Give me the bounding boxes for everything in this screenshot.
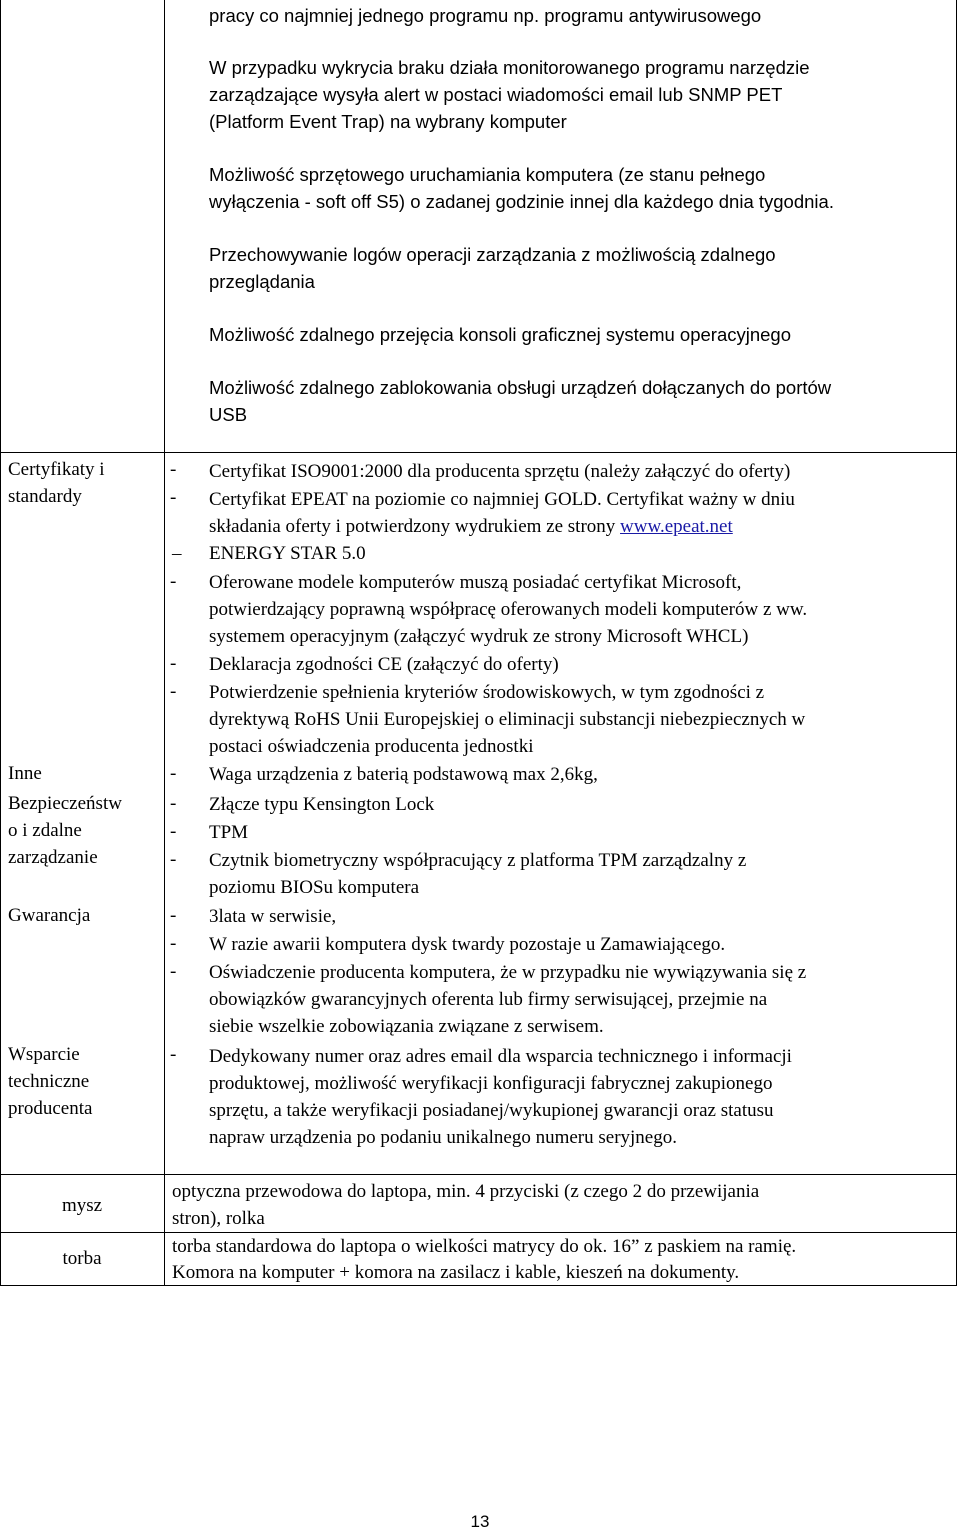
row-label: Gwarancja (8, 905, 91, 926)
text-line: sprzętu, a także weryfikacji posiadanej/wykupionej gwarancji oraz statusu (209, 1100, 774, 1121)
text-line (209, 513, 733, 540)
row-label: o i zdalne (8, 820, 82, 841)
row-label: Inne (8, 763, 42, 784)
text-line: Możliwość zdalnego przejęcia konsoli graficznej systemu operacyjnego (209, 324, 792, 345)
text-line: Deklaracja zgodności CE (załączyć do oferty) (209, 654, 559, 675)
text-line: Dedykowany numer oraz adres email dla wsparcia technicznego i informacji (209, 1046, 792, 1067)
bullet-dash: - (170, 681, 177, 702)
text-line: 3lata w serwisie, (209, 906, 337, 927)
row-divider (0, 452, 957, 453)
text-line: TPM (209, 822, 249, 843)
table-border-right (956, 0, 957, 1286)
bullet-dash: - (170, 571, 177, 592)
bullet-dash: - (170, 653, 177, 674)
row-divider (0, 1174, 957, 1175)
bullet-dash: – (172, 543, 182, 564)
text-line: Waga urządzenia z baterią podstawową max 2,6kg, (209, 764, 598, 785)
text-line: przeglądania (209, 271, 315, 292)
text-line: poziomu BIOSu komputera (209, 877, 420, 898)
bullet-dash: - (170, 961, 177, 982)
epeat-link[interactable]: www.epeat.net (620, 516, 733, 537)
text-line: Certyfikat EPEAT na poziomie co najmniej GOLD. Certyfikat ważny w dniu (209, 489, 795, 510)
text-line: Certyfikat ISO9001:2000 dla producenta sprzętu (należy załączyć do oferty) (209, 461, 791, 482)
text-line: (Platform Event Trap) na wybrany komputer (209, 111, 567, 132)
text-line: optyczna przewodowa do laptopa, min. 4 przyciski (z czego 2 do przewijania (172, 1181, 760, 1202)
row-label: techniczne (8, 1071, 90, 1092)
text-line: Możliwość sprzętowego uruchamiania komputera (ze stanu pełnego (209, 164, 766, 185)
text-line: Komora na komputer + komora na zasilacz i kable, kieszeń na dokumenty. (172, 1262, 740, 1283)
text-line: postaci oświadczenia producenta jednostki (209, 736, 534, 757)
text-line: Oferowane modele komputerów muszą posiadać certyfikat Microsoft, (209, 572, 742, 593)
row-label: standardy (8, 486, 82, 507)
text-line: wyłączenia - soft off S5) o zadanej godzinie innej dla każdego dnia tygodnia. (209, 191, 834, 212)
bullet-dash: - (170, 933, 177, 954)
text-line: torba standardowa do laptopa o wielkości matrycy do ok. 16” z paskiem na ramię. (172, 1236, 797, 1257)
row-label: torba (62, 1248, 102, 1269)
text-line: siebie wszelkie zobowiązania związane z serwisem. (209, 1016, 604, 1037)
bullet-dash: - (170, 905, 177, 926)
text-line: Możliwość zdalnego zablokowania obsługi urządzeń dołączanych do portów (209, 377, 832, 398)
table-border-middle (164, 0, 165, 1286)
bullet-dash: - (170, 849, 177, 870)
bullet-dash: - (170, 487, 177, 508)
text-line: potwierdzający poprawną współpracę oferowanych modeli komputerów z ww. (209, 599, 808, 620)
text-line: W przypadku wykrycia braku działa monitorowanego programu narzędzie (209, 57, 810, 78)
text-line: W razie awarii komputera dysk twardy pozostaje u Zamawiającego. (209, 934, 726, 955)
text-line: pracy co najmniej jednego programu np. programu antywirusowego (209, 5, 762, 26)
row-label: Wsparcie (8, 1044, 80, 1065)
text-line: zarządzające wysyła alert w postaci wiadomości email lub SNMP PET (209, 84, 783, 105)
text-line: stron), rolka (172, 1208, 265, 1229)
row-label: mysz (61, 1195, 103, 1216)
text-line: napraw urządzenia po podaniu unikalnego numeru seryjnego. (209, 1127, 677, 1148)
text-line: dyrektywą RoHS Unii Europejskiej o eliminacji substancji niebezpiecznych w (209, 709, 806, 730)
text-line: Złącze typu Kensington Lock (209, 794, 435, 815)
bullet-dash: - (170, 1044, 177, 1065)
text-line: ENERGY STAR 5.0 (209, 543, 366, 564)
bullet-dash: - (170, 459, 177, 480)
row-label: Bezpieczeństw (8, 793, 122, 814)
text-line: Oświadczenie producenta komputera, że w przypadku nie wywiązywania się z (209, 962, 807, 983)
bullet-dash: - (170, 821, 177, 842)
text-line: systemem operacyjnym (załączyć wydruk ze strony Microsoft WHCL) (209, 626, 749, 647)
text-line: produktowej, możliwość weryfikacji konfiguracji fabrycznej zakupionego (209, 1073, 773, 1094)
bullet-dash: - (170, 793, 177, 814)
bullet-dash: - (170, 763, 177, 784)
row-label: producenta (8, 1098, 93, 1119)
table-border-left (0, 0, 1, 1286)
text-line: Przechowywanie logów operacji zarządzania z możliwością zdalnego (209, 244, 776, 265)
text-line: USB (209, 404, 248, 425)
row-label: zarządzanie (8, 847, 98, 868)
text-line: Potwierdzenie spełnienia kryteriów środowiskowych, w tym zgodności z (209, 682, 765, 703)
text-line: obowiązków gwarancyjnych oferenta lub firmy serwisującej, przejmie na (209, 989, 768, 1010)
page-number: 13 (470, 1512, 490, 1531)
row-label: Certyfikaty i (8, 459, 105, 480)
text-line: Czytnik biometryczny współpracujący z platforma TPM zarządzalny z (209, 850, 747, 871)
text-fragment: składania oferty i potwierdzony wydrukiem ze strony (209, 516, 621, 537)
